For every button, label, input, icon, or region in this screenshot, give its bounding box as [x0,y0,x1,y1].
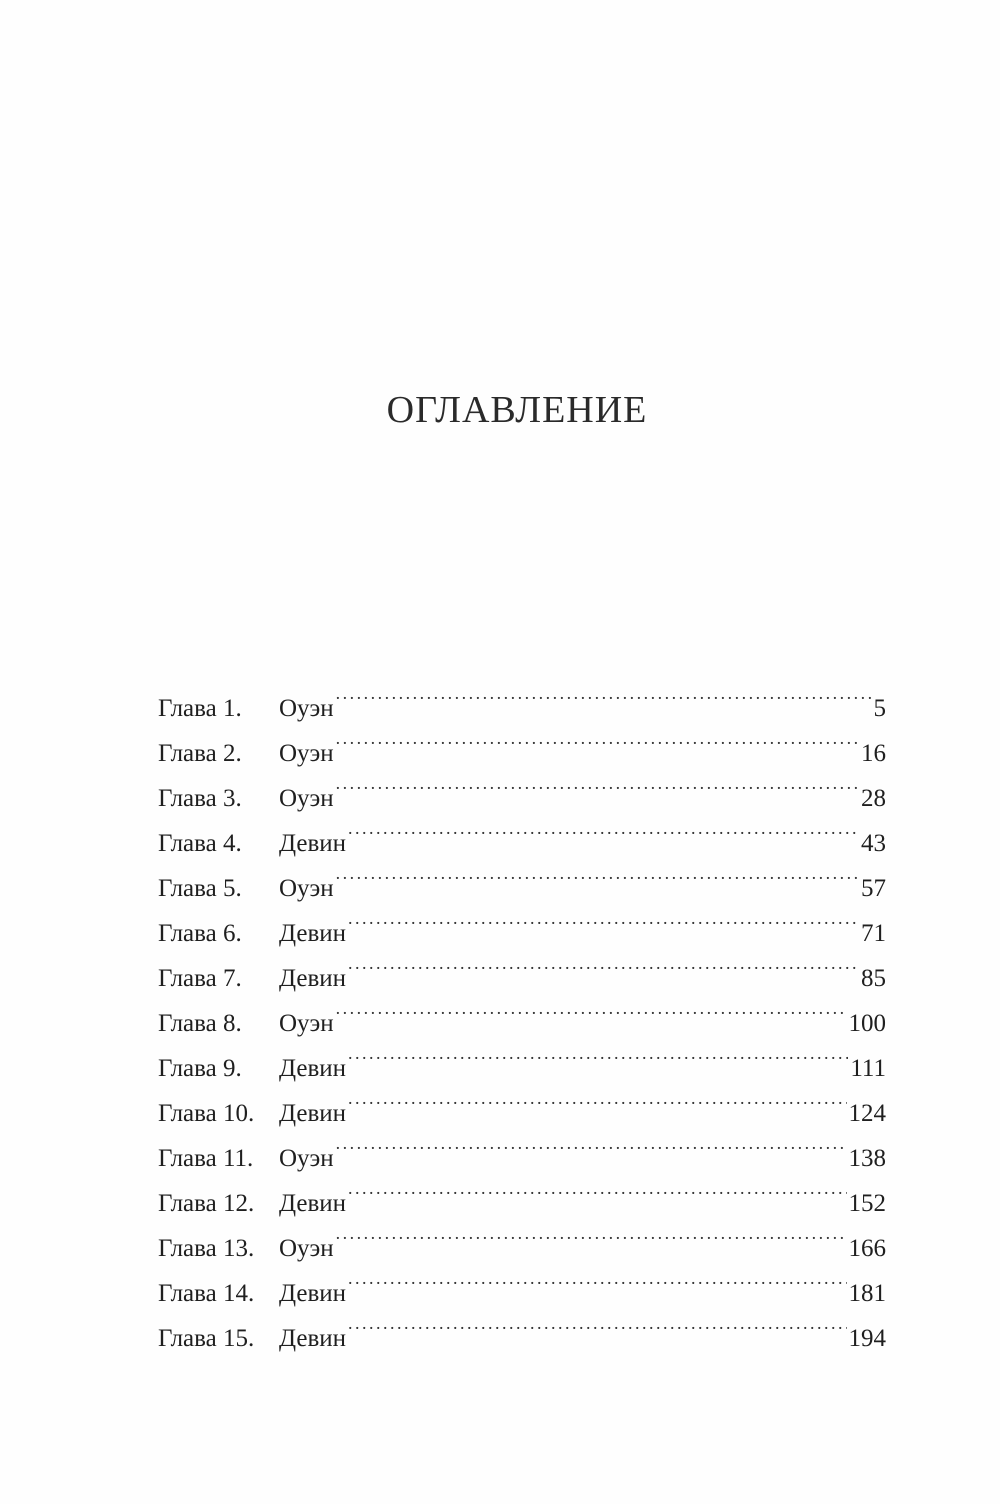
dot-leader [348,896,859,941]
dot-leader [348,1076,846,1121]
chapter-name: Девин [279,920,347,947]
dot-leader [336,851,859,896]
page-number: 100 [848,1010,886,1037]
toc-row [158,671,886,722]
page-number: 16 [861,740,886,767]
chapter-name: Девин [279,1055,347,1082]
dot-leader [336,1211,847,1256]
chapter-number: Глава 9. [158,1055,242,1082]
dot-leader [348,806,859,851]
page-number: 43 [861,830,886,857]
chapter-name: Девин [279,1190,347,1217]
chapter-number: Глава 11. [158,1145,254,1172]
chapter-name: Оуэн [279,1010,334,1037]
page-number: 194 [848,1325,886,1352]
page-title: ОГЛАВЛЕНИЕ [386,389,648,431]
chapter-number: Глава 3. [158,785,242,812]
chapter-number: Глава 4. [158,830,242,857]
chapter-name: Оуэн [279,740,334,767]
page-number: 152 [848,1190,886,1217]
dot-leader [348,1256,846,1301]
chapter-number: Глава 10. [158,1100,255,1127]
table-of-contents [158,671,886,1352]
chapter-name: Оуэн [279,1235,334,1262]
dot-leader [348,1166,846,1211]
dot-leader [336,761,859,806]
dot-leader [348,1301,846,1346]
chapter-number: Глава 12. [158,1190,255,1217]
dot-leader [336,986,847,1031]
chapter-number: Глава 6. [158,920,242,947]
chapter-number: Глава 14. [158,1280,255,1307]
dot-leader [336,1121,847,1166]
chapter-name: Оуэн [279,1145,334,1172]
page-number: 71 [861,920,886,947]
page-number: 181 [848,1280,886,1307]
chapter-name: Оуэн [279,785,334,812]
chapter-number: Глава 8. [158,1010,242,1037]
page-number: 138 [848,1145,886,1172]
chapter-number: Глава 13. [158,1235,255,1262]
chapter-name: Девин [279,1100,347,1127]
chapter-name: Оуэн [279,875,334,902]
chapter-number: Глава 15. [158,1325,255,1352]
dot-leader [336,671,872,716]
chapter-number: Глава 5. [158,875,242,902]
chapter-name: Девин [279,1280,347,1307]
page-number: 5 [873,695,886,722]
chapter-name: Девин [279,1325,347,1352]
chapter-name: Оуэн [279,695,334,722]
page-number: 166 [848,1235,886,1262]
chapter-number: Глава 7. [158,965,242,992]
chapter-name: Девин [279,965,347,992]
chapter-name: Девин [279,830,347,857]
chapter-number: Глава 1. [158,695,242,722]
page-number: 28 [861,785,886,812]
chapter-number: Глава 2. [158,740,242,767]
dot-leader [348,941,859,986]
page-number: 57 [861,875,886,902]
dot-leader [348,1031,848,1076]
dot-leader [336,716,859,761]
page-number: 85 [861,965,886,992]
page-number: 111 [850,1055,886,1082]
page-number: 124 [848,1100,886,1127]
